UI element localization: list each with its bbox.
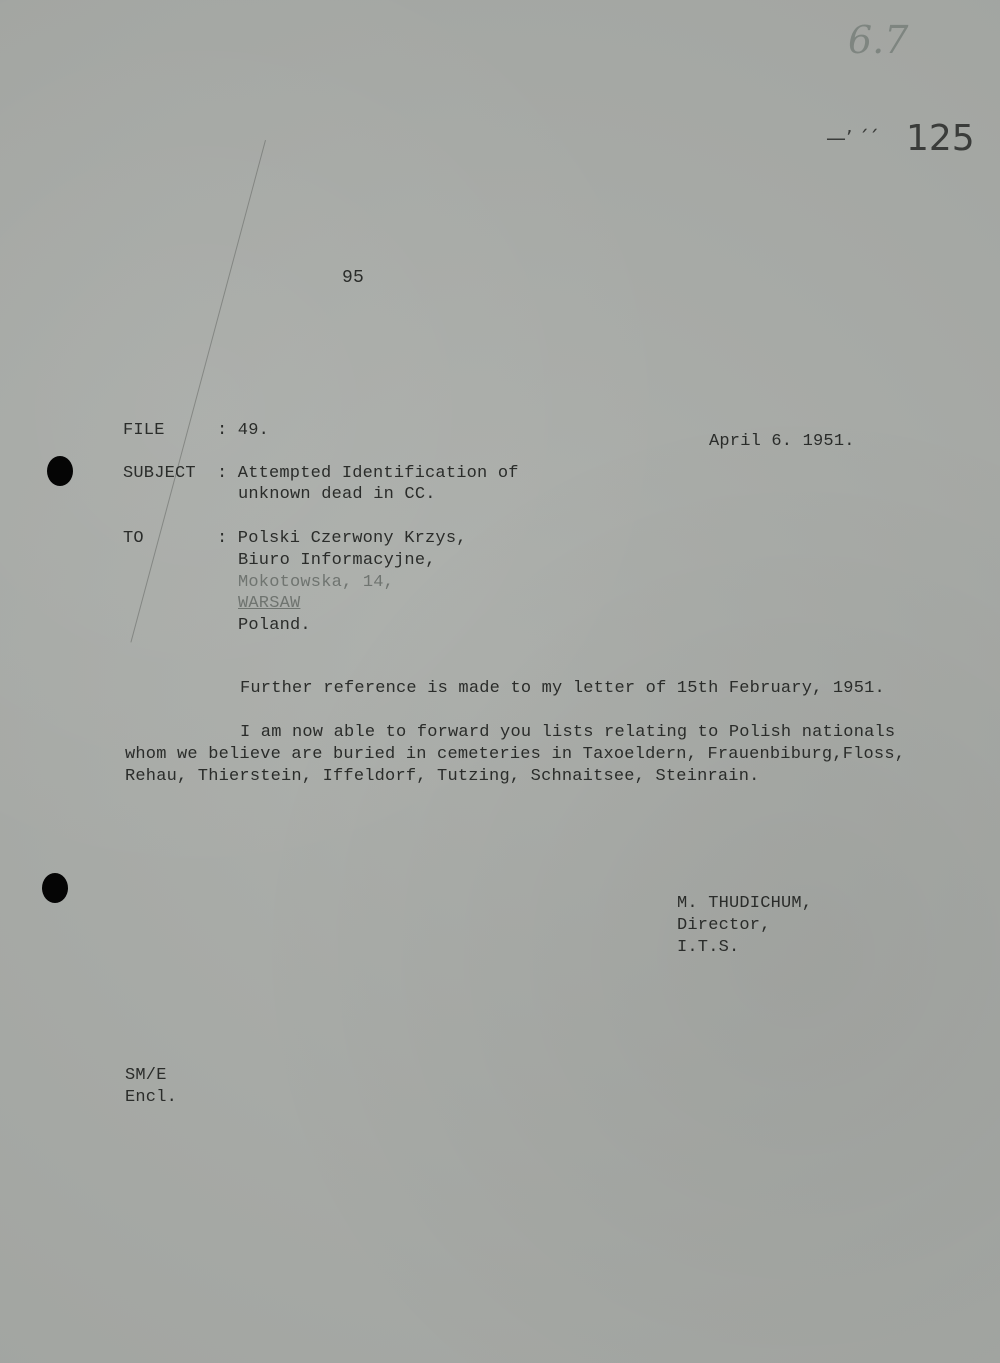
body-paragraph-2-line-2: whom we believe are buried in cemeteries in Taxoeldern, Frauenbiburg,Floss, (125, 745, 906, 764)
address-line-1: : Polski Czerwony Krzys, (217, 529, 467, 548)
reference-initials: SM/E (125, 1066, 167, 1085)
punch-hole-bottom (42, 873, 68, 903)
document-number: 95 (342, 268, 365, 288)
address-line-3: Mokotowska, 14, (238, 573, 395, 592)
page-number: 125 (906, 118, 975, 159)
to-label: TO (123, 529, 144, 548)
address-line-2: Biuro Informacyjne, (238, 551, 436, 570)
subject-line-1: : Attempted Identification of (217, 464, 519, 483)
file-label: FILE (123, 421, 165, 440)
body-paragraph-2-line-3: Rehau, Thierstein, Iffeldorf, Tutzing, Schnaitsee, Steinrain. (125, 767, 760, 786)
body-paragraph-1: Further reference is made to my letter of 15th February, 1951. (240, 679, 885, 698)
signature-org: I.T.S. (677, 938, 740, 957)
letter-date: April 6. 1951. (709, 432, 855, 451)
file-value: : 49. (217, 421, 270, 440)
signature-name: M. THUDICHUM, (677, 894, 813, 913)
enclosure-note: Encl. (125, 1088, 178, 1107)
signature-title: Director, (677, 916, 771, 935)
subject-line-2: unknown dead in CC. (238, 485, 436, 504)
punch-hole-top (47, 456, 73, 486)
subject-label: SUBJECT (123, 464, 196, 483)
address-line-5: Poland. (238, 616, 311, 635)
handwritten-mark: 6.7 (848, 18, 909, 62)
address-line-4: WARSAW (238, 594, 301, 613)
stamp-prefix: —’ ´´ (826, 126, 879, 150)
body-paragraph-2-line-1: I am now able to forward you lists relating to Polish nationals (240, 723, 896, 742)
